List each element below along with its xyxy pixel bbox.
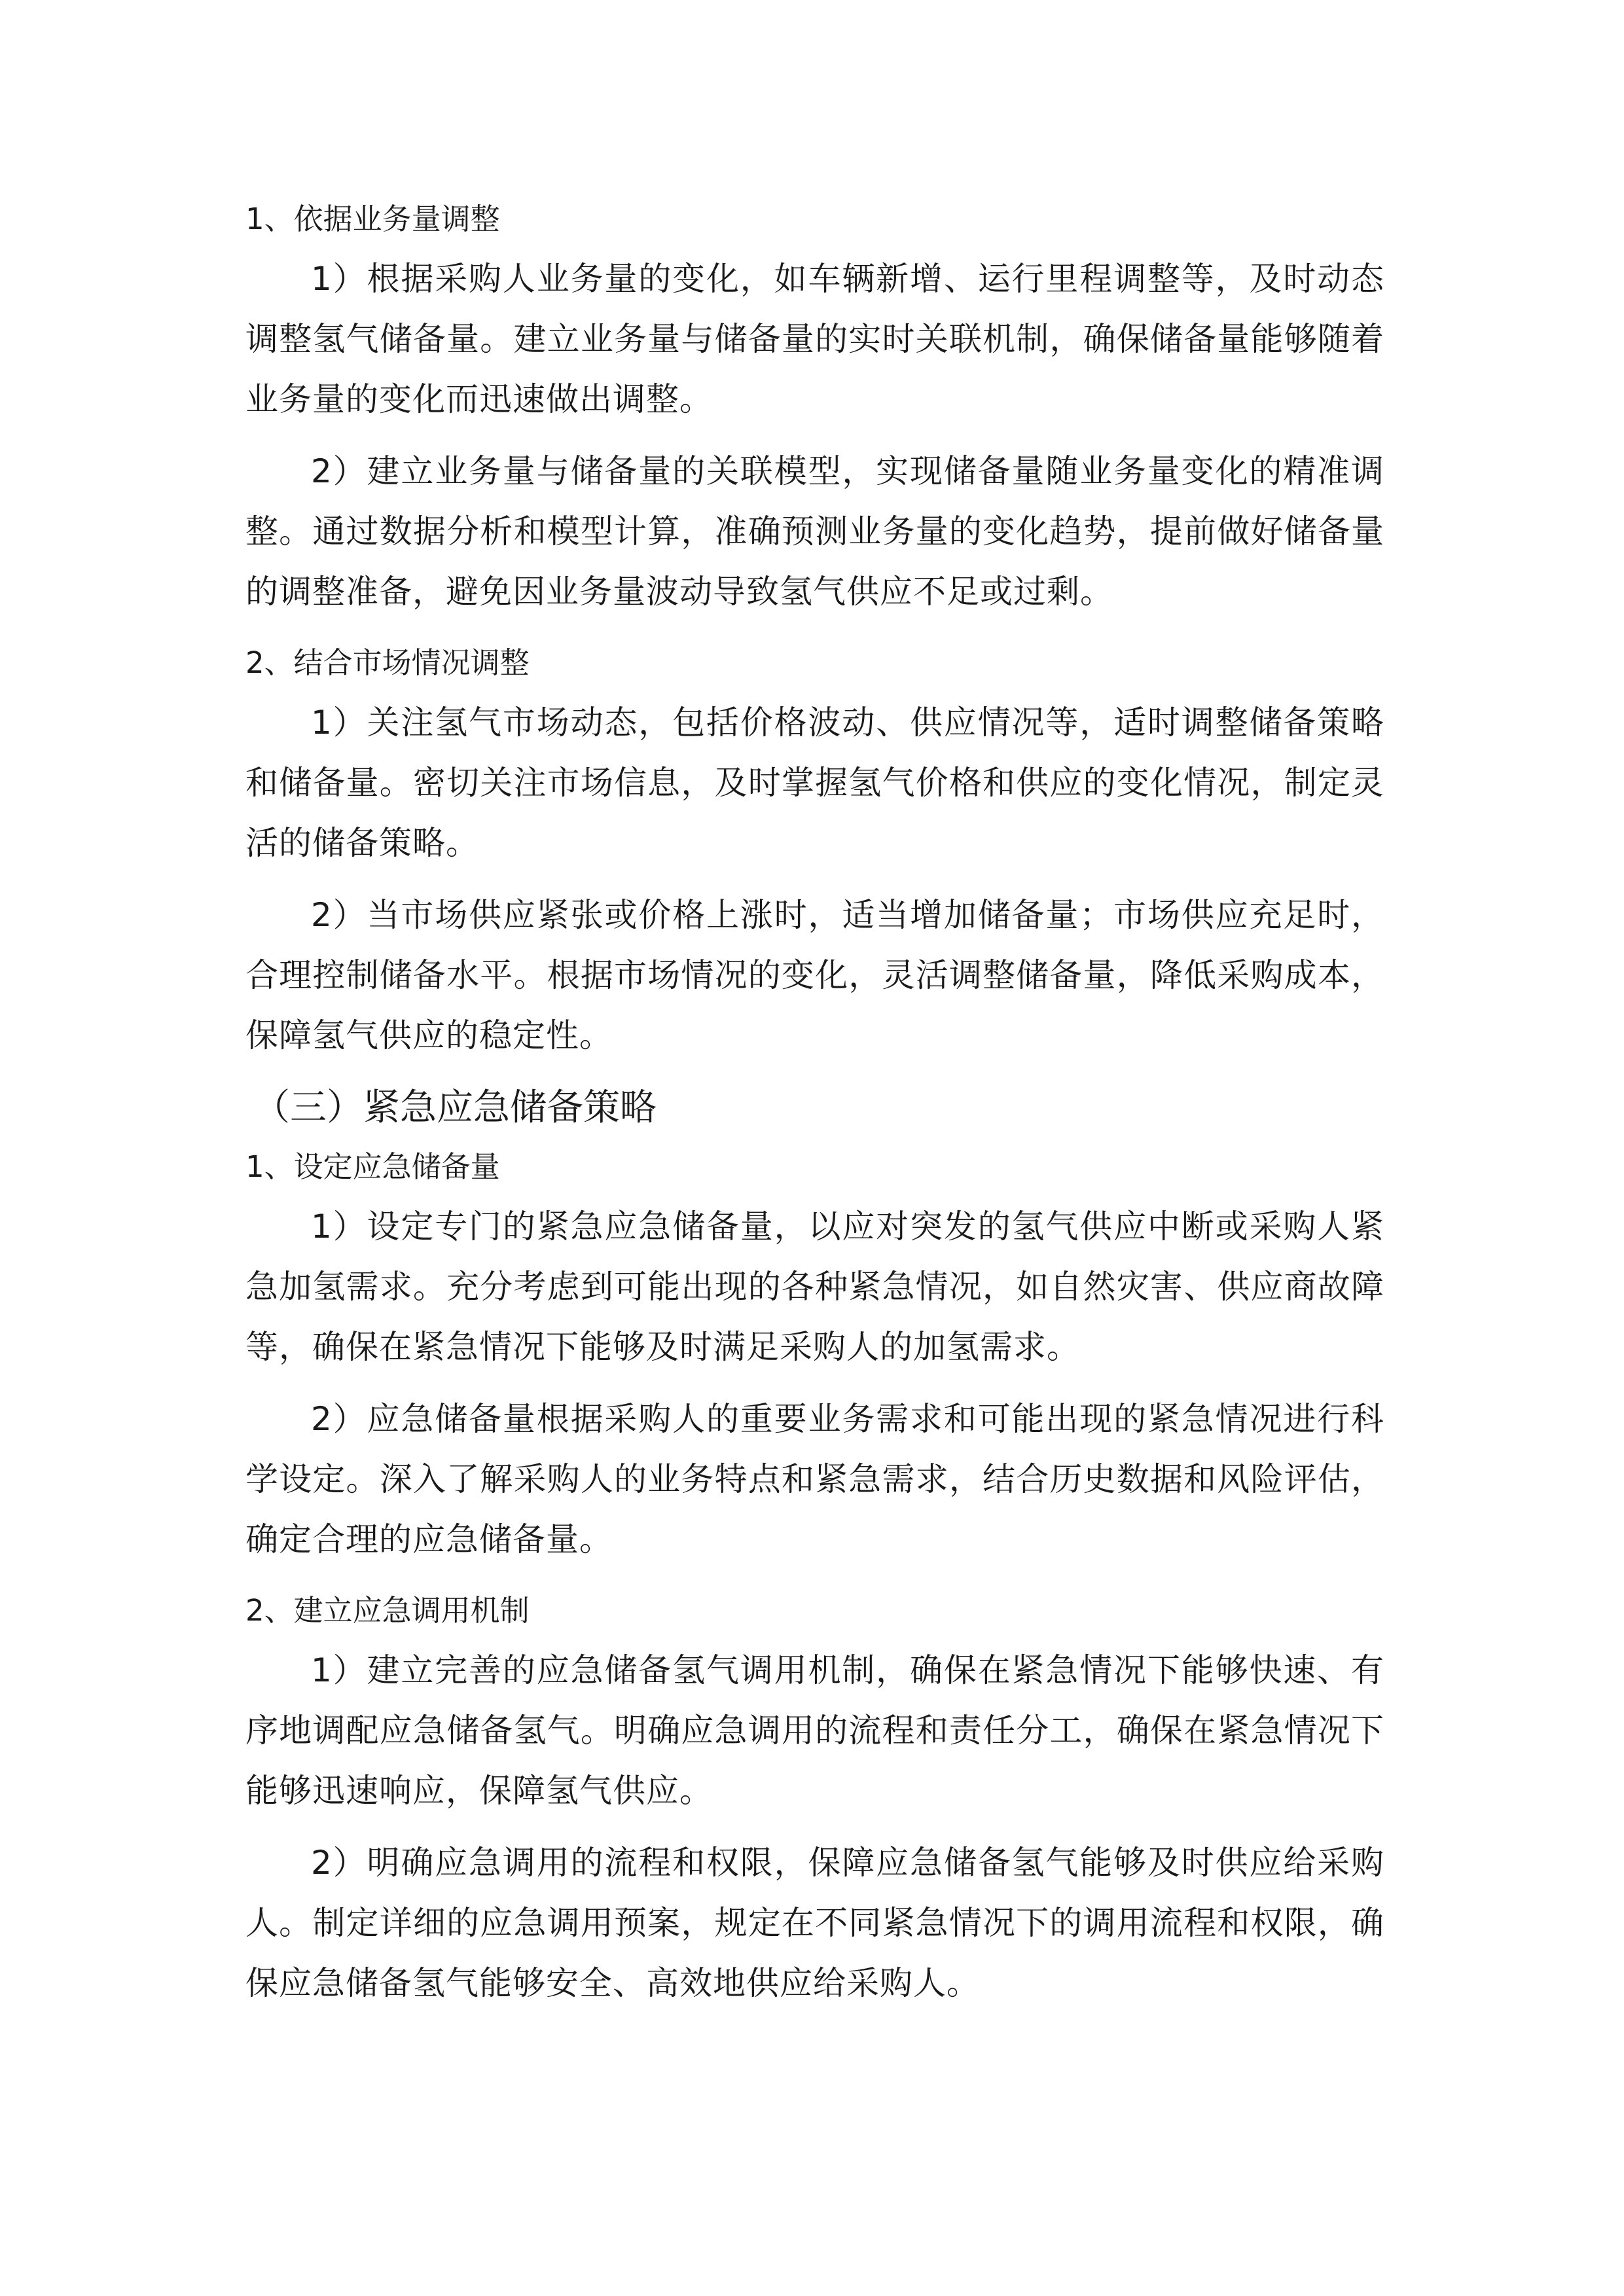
- paragraph: 2）建立业务量与储备量的关联模型，实现储备量随业务量变化的精准调整。通过数据分析和模型计算，准确预测业务量的变化趋势，提前做好储备量的调整准备，避免因业务量波动导致氢气供应不足或过剩。: [245, 452, 1384, 611]
- paragraph: 1）设定专门的紧急应急储备量，以应对突发的氢气供应中断或采购人紧急加氢需求。充分考虑到可能出现的各种紧急情况，如自然灾害、供应商故障等，确保在紧急情况下能够及时满足采购人的加氢需求。: [245, 1208, 1384, 1366]
- subheading-emergency-dispatch: 2、建立应急调用机制: [245, 1593, 530, 1628]
- paragraph: 2）应急储备量根据采购人的重要业务需求和可能出现的紧急情况进行科学设定。深入了解采购人的业务特点和紧急需求，结合历史数据和风险评估，确定合理的应急储备量。: [245, 1400, 1384, 1558]
- paragraph: 1）关注氢气市场动态，包括价格波动、供应情况等，适时调整储备策略和储备量。密切关注市场信息，及时掌握氢气价格和供应的变化情况，制定灵活的储备策略。: [245, 704, 1384, 862]
- subheading-set-emergency-reserve: 1、设定应急储备量: [245, 1149, 500, 1184]
- document-body: [245, 190, 1384, 2025]
- subheading-adjust-by-market: 2、结合市场情况调整: [245, 645, 530, 680]
- paragraph: 2）明确应急调用的流程和权限，保障应急储备氢气能够及时供应给采购人。制定详细的应急调用预案，规定在不同紧急情况下的调用流程和权限，确保应急储备氢气能够安全、高效地供应给采购人。: [245, 1844, 1384, 2002]
- section-title-emergency-reserve: （三）紧急应急储备策略: [253, 1086, 657, 1129]
- paragraph: 1）根据采购人业务量的变化，如车辆新增、运行里程调整等，及时动态调整氢气储备量。建立业务量与储备量的实时关联机制，确保储备量能够随着业务量的变化而迅速做出调整。: [245, 260, 1384, 418]
- paragraph: 2）当市场供应紧张或价格上涨时，适当增加储备量；市场供应充足时，合理控制储备水平。根据市场情况的变化，灵活调整储备量，降低采购成本，保障氢气供应的稳定性。: [245, 896, 1384, 1054]
- paragraph: 1）建立完善的应急储备氢气调用机制，确保在紧急情况下能够快速、有序地调配应急储备氢气。明确应急调用的流程和责任分工，确保在紧急情况下能够迅速响应，保障氢气供应。: [245, 1651, 1384, 1810]
- subheading-adjust-by-business-volume: 1、依据业务量调整: [245, 202, 500, 236]
